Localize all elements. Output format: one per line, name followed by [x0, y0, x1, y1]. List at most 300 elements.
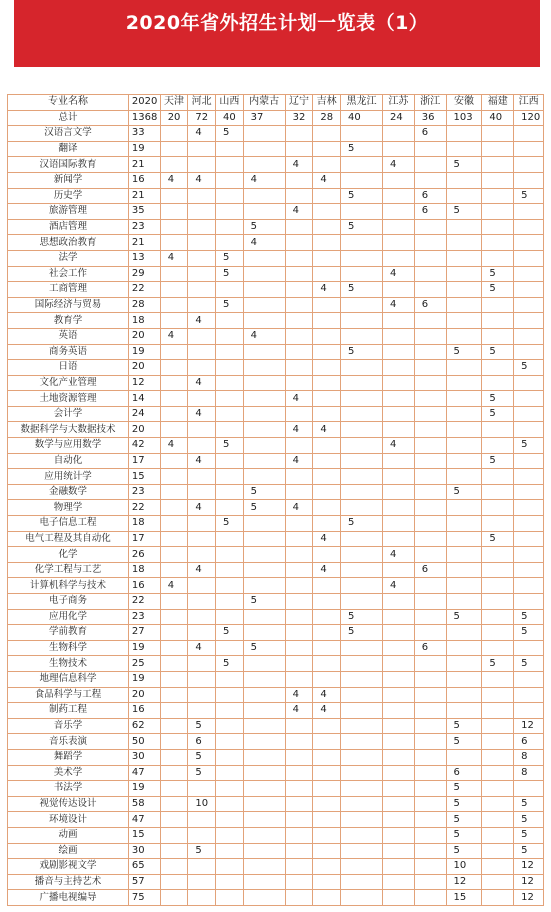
province-quota-cell: 5	[340, 188, 382, 204]
province-quota-cell: 4	[383, 438, 415, 454]
province-quota-cell	[383, 328, 415, 344]
province-quota-cell	[340, 328, 382, 344]
province-quota-cell	[243, 734, 285, 750]
total-quota-cell: 20	[128, 422, 160, 438]
province-quota-cell: 4	[313, 422, 341, 438]
province-quota-cell	[414, 718, 446, 734]
province-quota-cell	[243, 718, 285, 734]
province-quota-cell	[285, 625, 313, 641]
province-quota-cell: 5	[514, 656, 544, 672]
province-quota-cell	[446, 547, 482, 563]
total-quota-cell: 27	[128, 625, 160, 641]
province-quota-cell	[243, 391, 285, 407]
province-quota-cell	[340, 859, 382, 875]
province-quota-cell	[313, 188, 341, 204]
province-quota-cell: 5	[340, 625, 382, 641]
province-quota-cell	[414, 781, 446, 797]
province-quota-cell	[446, 469, 482, 485]
province-quota-cell	[216, 360, 244, 376]
province-quota-cell: 5	[216, 438, 244, 454]
province-quota-cell	[446, 266, 482, 282]
province-quota-cell	[340, 656, 382, 672]
column-header-province: 江苏	[383, 95, 415, 111]
table-row	[8, 874, 544, 890]
province-quota-cell	[188, 360, 216, 376]
province-quota-cell: 5	[482, 531, 514, 547]
province-quota-cell	[383, 796, 415, 812]
province-quota-cell	[482, 812, 514, 828]
province-quota-cell: 12	[514, 890, 544, 906]
province-quota-cell	[216, 172, 244, 188]
province-quota-cell	[514, 204, 544, 220]
province-quota-cell	[160, 718, 188, 734]
province-quota-cell	[216, 328, 244, 344]
province-quota-cell	[446, 172, 482, 188]
province-quota-cell	[340, 172, 382, 188]
major-name-cell: 自动化	[8, 453, 129, 469]
province-quota-cell	[313, 671, 341, 687]
province-quota-cell	[383, 562, 415, 578]
province-quota-cell	[340, 796, 382, 812]
province-quota-cell	[188, 266, 216, 282]
province-quota-cell: 5	[216, 516, 244, 532]
province-quota-cell	[188, 188, 216, 204]
province-quota-cell	[160, 671, 188, 687]
province-quota-cell	[313, 796, 341, 812]
province-quota-cell	[446, 375, 482, 391]
province-quota-cell: 120	[514, 110, 544, 126]
province-quota-cell: 10	[446, 859, 482, 875]
title-banner	[14, 0, 540, 67]
table-row	[8, 890, 544, 906]
province-quota-cell	[340, 827, 382, 843]
province-quota-cell	[313, 126, 341, 142]
province-quota-cell	[514, 687, 544, 703]
province-quota-cell	[414, 843, 446, 859]
province-quota-cell	[514, 500, 544, 516]
province-quota-cell	[482, 734, 514, 750]
province-quota-cell	[340, 250, 382, 266]
province-quota-cell: 4	[383, 547, 415, 563]
province-quota-cell	[414, 765, 446, 781]
total-quota-cell: 16	[128, 703, 160, 719]
table-body	[8, 110, 544, 905]
province-quota-cell	[160, 360, 188, 376]
province-quota-cell	[514, 516, 544, 532]
major-name-cell: 英语	[8, 328, 129, 344]
province-quota-cell	[216, 859, 244, 875]
province-quota-cell	[160, 500, 188, 516]
table-row	[8, 749, 544, 765]
province-quota-cell	[243, 360, 285, 376]
major-name-cell: 新闻学	[8, 172, 129, 188]
province-quota-cell	[188, 516, 216, 532]
province-quota-cell	[313, 781, 341, 797]
table-row	[8, 781, 544, 797]
province-quota-cell	[340, 562, 382, 578]
province-quota-cell	[514, 391, 544, 407]
province-quota-cell	[216, 843, 244, 859]
province-quota-cell	[188, 890, 216, 906]
table-row	[8, 812, 544, 828]
major-name-cell: 旅游管理	[8, 204, 129, 220]
table-row	[8, 235, 544, 251]
province-quota-cell	[216, 578, 244, 594]
province-quota-cell	[514, 250, 544, 266]
province-quota-cell	[414, 360, 446, 376]
province-quota-cell	[383, 126, 415, 142]
province-quota-cell: 5	[340, 609, 382, 625]
total-quota-cell: 30	[128, 843, 160, 859]
province-quota-cell	[160, 765, 188, 781]
province-quota-cell	[313, 765, 341, 781]
province-quota-cell	[160, 469, 188, 485]
province-quota-cell	[383, 406, 415, 422]
major-name-cell: 生物技术	[8, 656, 129, 672]
major-name-cell: 广播电视编导	[8, 890, 129, 906]
province-quota-cell	[414, 656, 446, 672]
province-quota-cell: 4	[188, 640, 216, 656]
province-quota-cell: 4	[383, 266, 415, 282]
province-quota-cell: 24	[383, 110, 415, 126]
province-quota-cell	[313, 734, 341, 750]
province-quota-cell	[285, 531, 313, 547]
province-quota-cell	[383, 890, 415, 906]
total-quota-cell: 21	[128, 157, 160, 173]
province-quota-cell	[188, 297, 216, 313]
province-quota-cell	[340, 157, 382, 173]
province-quota-cell: 4	[313, 703, 341, 719]
province-quota-cell	[243, 812, 285, 828]
province-quota-cell	[340, 484, 382, 500]
province-quota-cell: 5	[243, 500, 285, 516]
province-quota-cell: 4	[188, 562, 216, 578]
major-name-cell: 生物科学	[8, 640, 129, 656]
major-name-cell: 金融数学	[8, 484, 129, 500]
column-header-province: 内蒙古	[243, 95, 285, 111]
province-quota-cell	[216, 890, 244, 906]
province-quota-cell: 5	[446, 204, 482, 220]
province-quota-cell	[216, 469, 244, 485]
major-name-cell: 戏剧影视文学	[8, 859, 129, 875]
province-quota-cell: 37	[243, 110, 285, 126]
province-quota-cell: 4	[243, 328, 285, 344]
province-quota-cell	[243, 765, 285, 781]
province-quota-cell	[160, 827, 188, 843]
province-quota-cell	[482, 219, 514, 235]
province-quota-cell	[514, 578, 544, 594]
province-quota-cell: 5	[514, 188, 544, 204]
province-quota-cell	[285, 219, 313, 235]
province-quota-cell	[313, 749, 341, 765]
table-row	[8, 827, 544, 843]
province-quota-cell	[285, 827, 313, 843]
province-quota-cell	[383, 344, 415, 360]
table-row	[8, 500, 544, 516]
province-quota-cell	[446, 625, 482, 641]
province-quota-cell	[414, 827, 446, 843]
province-quota-cell	[160, 640, 188, 656]
column-header-province: 安徽	[446, 95, 482, 111]
province-quota-cell	[414, 266, 446, 282]
province-quota-cell	[160, 188, 188, 204]
province-quota-cell	[340, 718, 382, 734]
province-quota-cell: 5	[446, 734, 482, 750]
province-quota-cell	[313, 547, 341, 563]
province-quota-cell	[482, 469, 514, 485]
province-quota-cell	[414, 172, 446, 188]
province-quota-cell	[414, 578, 446, 594]
province-quota-cell	[188, 547, 216, 563]
province-quota-cell	[285, 594, 313, 610]
province-quota-cell: 4	[285, 204, 313, 220]
total-quota-cell: 23	[128, 609, 160, 625]
total-quota-cell: 30	[128, 749, 160, 765]
table-row	[8, 141, 544, 157]
province-quota-cell	[414, 453, 446, 469]
province-quota-cell: 8	[514, 765, 544, 781]
province-quota-cell: 4	[285, 703, 313, 719]
province-quota-cell	[243, 438, 285, 454]
province-quota-cell: 8	[514, 749, 544, 765]
province-quota-cell: 4	[285, 500, 313, 516]
province-quota-cell	[414, 141, 446, 157]
enrollment-plan-table-container	[7, 94, 544, 906]
province-quota-cell: 5	[188, 843, 216, 859]
province-quota-cell	[160, 812, 188, 828]
province-quota-cell: 4	[313, 172, 341, 188]
total-quota-cell: 20	[128, 328, 160, 344]
province-quota-cell	[414, 469, 446, 485]
province-quota-cell	[188, 250, 216, 266]
province-quota-cell	[243, 188, 285, 204]
major-name-cell: 计算机科学与技术	[8, 578, 129, 594]
major-name-cell: 环境设计	[8, 812, 129, 828]
province-quota-cell	[446, 188, 482, 204]
province-quota-cell	[216, 671, 244, 687]
province-quota-cell	[216, 484, 244, 500]
province-quota-cell	[243, 781, 285, 797]
province-quota-cell	[414, 812, 446, 828]
province-quota-cell	[482, 859, 514, 875]
province-quota-cell	[340, 843, 382, 859]
province-quota-cell: 5	[446, 827, 482, 843]
total-quota-cell: 57	[128, 874, 160, 890]
province-quota-cell	[482, 516, 514, 532]
province-quota-cell	[414, 313, 446, 329]
province-quota-cell	[514, 172, 544, 188]
province-quota-cell	[482, 375, 514, 391]
province-quota-cell: 4	[313, 562, 341, 578]
major-name-cell: 数据科学与大数据技术	[8, 422, 129, 438]
total-quota-cell: 12	[128, 375, 160, 391]
major-name-cell: 翻译	[8, 141, 129, 157]
province-quota-cell	[285, 282, 313, 298]
province-quota-cell: 12	[514, 859, 544, 875]
province-quota-cell	[313, 469, 341, 485]
total-quota-cell: 22	[128, 282, 160, 298]
province-quota-cell	[340, 578, 382, 594]
province-quota-cell	[243, 266, 285, 282]
province-quota-cell	[383, 781, 415, 797]
table-row	[8, 126, 544, 142]
province-quota-cell: 5	[446, 344, 482, 360]
province-quota-cell	[160, 375, 188, 391]
province-quota-cell: 5	[340, 141, 382, 157]
major-name-cell: 电气工程及其自动化	[8, 531, 129, 547]
table-row	[8, 796, 544, 812]
province-quota-cell	[160, 781, 188, 797]
province-quota-cell: 5	[514, 827, 544, 843]
province-quota-cell	[383, 594, 415, 610]
province-quota-cell: 5	[514, 796, 544, 812]
province-quota-cell	[514, 671, 544, 687]
province-quota-cell	[383, 172, 415, 188]
table-row	[8, 344, 544, 360]
total-quota-cell: 50	[128, 734, 160, 750]
province-quota-cell	[383, 469, 415, 485]
province-quota-cell	[383, 282, 415, 298]
page-title: 2020年省外招生计划一览表（1）	[125, 12, 429, 34]
province-quota-cell	[313, 578, 341, 594]
province-quota-cell: 4	[243, 172, 285, 188]
column-header-province: 天津	[160, 95, 188, 111]
total-quota-cell: 19	[128, 141, 160, 157]
province-quota-cell	[188, 235, 216, 251]
major-name-cell: 汉语国际教育	[8, 157, 129, 173]
province-quota-cell	[160, 406, 188, 422]
province-quota-cell	[160, 516, 188, 532]
province-quota-cell: 5	[340, 344, 382, 360]
province-quota-cell	[216, 141, 244, 157]
province-quota-cell	[188, 594, 216, 610]
table-row	[8, 578, 544, 594]
province-quota-cell	[285, 671, 313, 687]
column-header-province: 吉林	[313, 95, 341, 111]
province-quota-cell	[285, 172, 313, 188]
province-quota-cell	[216, 313, 244, 329]
province-quota-cell	[514, 219, 544, 235]
province-quota-cell	[414, 328, 446, 344]
major-name-cell: 视觉传达设计	[8, 796, 129, 812]
province-quota-cell	[482, 796, 514, 812]
table-row	[8, 157, 544, 173]
province-quota-cell	[188, 656, 216, 672]
major-name-cell: 日语	[8, 360, 129, 376]
province-quota-cell	[160, 141, 188, 157]
province-quota-cell	[216, 874, 244, 890]
table-row	[8, 562, 544, 578]
province-quota-cell	[514, 422, 544, 438]
province-quota-cell	[514, 157, 544, 173]
total-quota-cell: 20	[128, 360, 160, 376]
province-quota-cell	[446, 126, 482, 142]
province-quota-cell	[313, 500, 341, 516]
province-quota-cell	[446, 141, 482, 157]
total-quota-cell: 65	[128, 859, 160, 875]
province-quota-cell	[160, 344, 188, 360]
table-row	[8, 328, 544, 344]
major-name-cell: 土地资源管理	[8, 391, 129, 407]
province-quota-cell: 5	[482, 266, 514, 282]
province-quota-cell	[160, 625, 188, 641]
province-quota-cell	[313, 827, 341, 843]
major-name-cell: 制药工程	[8, 703, 129, 719]
province-quota-cell	[414, 235, 446, 251]
province-quota-cell	[340, 375, 382, 391]
province-quota-cell	[414, 547, 446, 563]
major-name-cell: 物理学	[8, 500, 129, 516]
province-quota-cell	[243, 313, 285, 329]
table-row	[8, 250, 544, 266]
province-quota-cell	[482, 609, 514, 625]
table-row	[8, 594, 544, 610]
total-quota-cell: 19	[128, 344, 160, 360]
total-quota-cell: 29	[128, 266, 160, 282]
major-name-cell: 历史学	[8, 188, 129, 204]
province-quota-cell	[383, 687, 415, 703]
table-row	[8, 656, 544, 672]
province-quota-cell	[243, 126, 285, 142]
province-quota-cell	[383, 360, 415, 376]
province-quota-cell	[313, 235, 341, 251]
province-quota-cell	[340, 453, 382, 469]
province-quota-cell	[514, 313, 544, 329]
province-quota-cell: 5	[446, 796, 482, 812]
table-row	[8, 687, 544, 703]
province-quota-cell: 5	[514, 812, 544, 828]
province-quota-cell	[482, 781, 514, 797]
province-quota-cell: 72	[188, 110, 216, 126]
province-quota-cell	[313, 812, 341, 828]
province-quota-cell	[446, 250, 482, 266]
province-quota-cell	[188, 812, 216, 828]
province-quota-cell	[285, 266, 313, 282]
province-quota-cell	[482, 126, 514, 142]
province-quota-cell	[482, 422, 514, 438]
total-quota-cell: 18	[128, 562, 160, 578]
table-row	[8, 406, 544, 422]
province-quota-cell	[514, 484, 544, 500]
major-name-cell: 舞蹈学	[8, 749, 129, 765]
province-quota-cell	[446, 687, 482, 703]
province-quota-cell	[414, 609, 446, 625]
table-row	[8, 219, 544, 235]
province-quota-cell: 5	[216, 250, 244, 266]
total-quota-cell: 15	[128, 827, 160, 843]
province-quota-cell	[160, 703, 188, 719]
province-quota-cell: 5	[482, 282, 514, 298]
province-quota-cell	[482, 718, 514, 734]
total-quota-cell: 18	[128, 516, 160, 532]
province-quota-cell: 5	[446, 781, 482, 797]
province-quota-cell	[414, 157, 446, 173]
enrollment-plan-table	[7, 94, 544, 906]
province-quota-cell	[285, 796, 313, 812]
province-quota-cell	[285, 406, 313, 422]
province-quota-cell	[313, 204, 341, 220]
province-quota-cell	[243, 531, 285, 547]
province-quota-cell	[414, 734, 446, 750]
province-quota-cell	[482, 625, 514, 641]
province-quota-cell	[514, 531, 544, 547]
province-quota-cell	[285, 656, 313, 672]
province-quota-cell: 4	[188, 375, 216, 391]
province-quota-cell	[446, 531, 482, 547]
province-quota-cell	[340, 360, 382, 376]
province-quota-cell	[514, 141, 544, 157]
province-quota-cell	[514, 781, 544, 797]
